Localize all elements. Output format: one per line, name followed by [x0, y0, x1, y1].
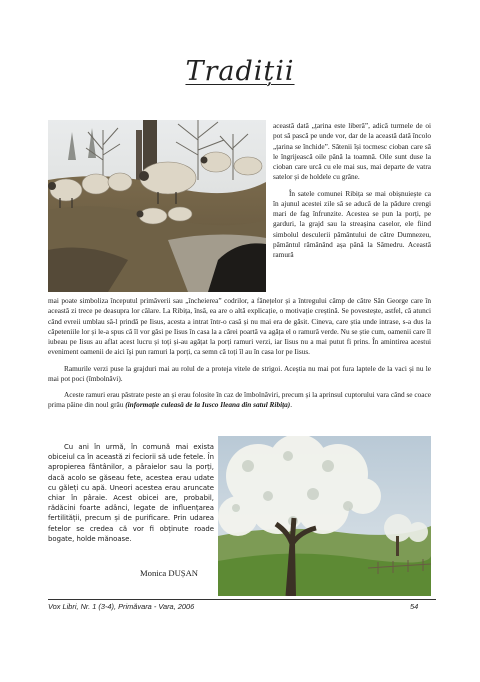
paragraph-2: În satele comunei Ribița se mai obișnuiește ca în ajunul acestei zile să se aducă de la pădure crengi mari de fag înfrunzite. Acestea se pun la porți, pe garduri, la grajd sau la streașina caselor, ele fiind simbolul desculerii pământului de către Dumnezeu, pământul rămânând așa până la Sâmedru. Această ramură — [273, 188, 431, 259]
text-column-top-right — [273, 121, 431, 262]
page-title: Tradiții — [185, 56, 295, 87]
blossom-tree-photo — [218, 436, 431, 596]
text-block-full — [48, 296, 431, 413]
paragraph-4: Ramurile verzi puse la grajduri mai au rolul de a proteja vitele de strigoi. Aceștia nu mai pot fura laptele de la vaci și nu le mai pot poci (îmbolnăvi). — [48, 363, 431, 383]
page-number: 54 — [410, 602, 419, 611]
text-column-bottom-left — [48, 442, 214, 546]
footer-citation: Vox Libri, Nr. 1 (3-4), Primăvara - Vara, 2006 — [48, 602, 195, 611]
author-signature: Monica DUȘAN — [140, 568, 199, 578]
paragraph-3: mai poate simboliza începutul primăverii sau „încheierea” codrilor, a fânețelor și a întregului câmp de către Sân George care în această zi trece pe deasupra lor călare. La Ribița, însă, ea are o altă explicație, o motivație creștină. Se povestește, astfel, că atunci când evreii umblau să-l prindă pe Iisus, acesta a intrat într-o casă și nu mai era de găsit. Cineva, care știa unde intrase, s-a dus la căpeteniile lor și le-a spus că îl vor găsi pe Iisus în casa la a cărei poartă va agăța el o ramură verde. Nu se știe cum, oamenii care îl iubeau pe Iisus au aflat acest lucru și toți și-au agățat la porți ramuri verzi, iar Iisus nu a mai putut fi prins. În amintirea acestui eveniment oamenii de aici își pun ramuri la porți, ca semn că toți îl au în casa lor pe Iisus. — [48, 296, 431, 357]
paragraph-6: Cu ani în urmă, în comună mai exista obiceiul ca în această zi feciorii să ude fetele. În apropierea fântânilor, a pâraielor sau la porți, dacă acolo se găseau fete, acestea erau udate cu gălеți cu apă. Uneori acestea erau aruncate chiar în pâraie. Acest obicei are, probabil, rădăcini foarte adânci, legate de influențarea fertilității, precum și de purificare. Prin udarea fetelor se credea că vor fi obținute roade bogate, holde mănoase. — [48, 443, 214, 543]
footer-rule — [48, 599, 436, 600]
sheep-photo — [48, 120, 266, 292]
paragraph-5: Aceste ramuri erau păstrate peste an și erau folosite în caz de îmbolnăviri, precum și la aprinsul cuptorului vara când se coace prima pâine din noul grâu (informație culeasă de la Iusco Ileana din satul Ribița). — [48, 390, 431, 410]
paragraph-1: această dată „țarina este liberă”, adică turmele de oi pot să pască pe unde vor, dar de la această dată încolo „țarina se închide”. Sătenii își tocmesc cioban care să le îngrijească oile până la toamnă. Oile sunt duse la cioban care urcă cu ele mai sus, mai departe de vatra satelor și de holdele cu grâne. — [273, 121, 431, 182]
source-note: (informație culeasă de la Iusco Ileana din satul Ribița) — [125, 400, 291, 410]
